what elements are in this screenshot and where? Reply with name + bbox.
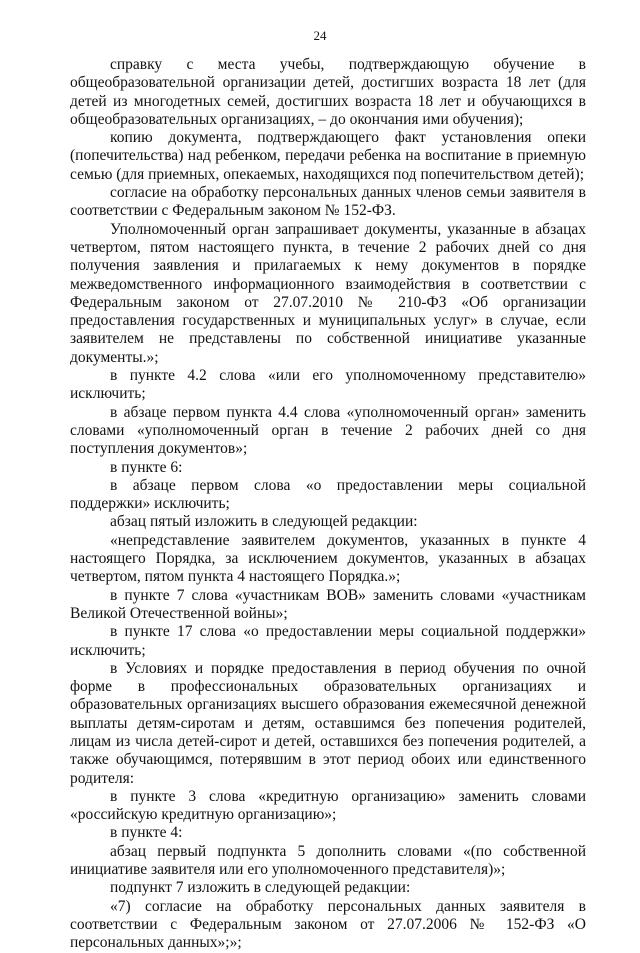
- paragraph: в пункте 17 слова «о предоставлении меры социальной поддержки» исключить;: [70, 623, 586, 659]
- paragraph: в пункте 7 слова «участникам ВОВ» заменить словами «участникам Великой Отечественной войны»;: [70, 586, 586, 622]
- paragraph: в абзаце первом пункта 4.4 слова «уполномоченный орган» заменить словами «уполномоченный орган в течение 2 рабочих дней со дня поступления документов»;: [70, 403, 586, 458]
- paragraph: в пункте 4:: [110, 824, 183, 842]
- paragraph: в Условиях и порядке предоставления в период обучения по очной форме в профессиональных образовательных организациях и образовательных организациях высшего образования ежемесячной денежной выплаты детям-сиротам и детям, оставшимся без попечения родителей, лицам из числа детей-сирот и детей, оставшихся без попечения родителей, а также обучающимся, потерявшим в этот период обоих или единственного родителя:: [70, 659, 586, 787]
- paragraph: в абзаце первом слова «о предоставлении меры социальной поддержки» исключить;: [70, 476, 586, 513]
- paragraph: абзац пятый изложить в следующей редакции:: [110, 513, 418, 531]
- paragraph: абзац первый подпункта 5 дополнить словами «(по собственной инициативе заявителя или его уполномоченного представителя)»;: [70, 842, 586, 879]
- paragraph: в пункте 4.2 слова «или его уполномоченному представителю» исключить;: [70, 367, 586, 403]
- paragraph: справку с места учебы, подтверждающую обучение в общеобразовательной организации детей, достигших возраста 18 лет (для детей из многодетных семей, достигших возраста 18 лет и обучающихся в общеобразовательных организациях, – до окончания ими обучения);: [70, 56, 586, 128]
- paragraph: «непредставление заявителем документов, указанных в пункте 4 настоящего Порядка, за исключением документов, указанных в абзацах четвертом, пятом пункта 4 настоящего Порядка.»;: [70, 531, 586, 586]
- paragraph: копию документа, подтверждающего факт установления опеки (попечительства) над ребенком, передачи ребенка на воспитание в приемную семью (для приемных, опекаемых, находящихся под попечительством детей);: [70, 129, 586, 183]
- paragraph: Уполномоченный орган запрашивает документы, указанные в абзацах четвертом, пятом настоящего пункта, в течение 2 рабочих дней со дня получения заявления и прилагаемых к нему документов в порядке межведомственного информационного взаимодействия в соответствии с Федеральным законом от 27.07.2010 № 210-ФЗ «Об организации предоставления государственных и муниципальных услуг» в случае, если заявителем не представлены по собственной инициативе указанные документы.»;: [70, 220, 586, 366]
- document-body: [70, 56, 586, 953]
- paragraph: подпункт 7 изложить в следующей редакции:: [110, 879, 411, 897]
- paragraph: в пункте 6:: [110, 458, 183, 476]
- paragraph: согласие на обработку персональных данных членов семьи заявителя в соответствии с Федеральным законом № 152-ФЗ.: [70, 184, 586, 220]
- paragraph: в пункте 3 слова «кредитную организацию» заменить словами «российскую кредитную организацию»;: [70, 787, 586, 824]
- paragraph: «7) согласие на обработку персональных данных заявителя в соответствии с Федеральным законом от 27.07.2006 № 152-ФЗ «О персональных данных»;»;: [70, 897, 586, 952]
- page-number: 24: [313, 28, 327, 43]
